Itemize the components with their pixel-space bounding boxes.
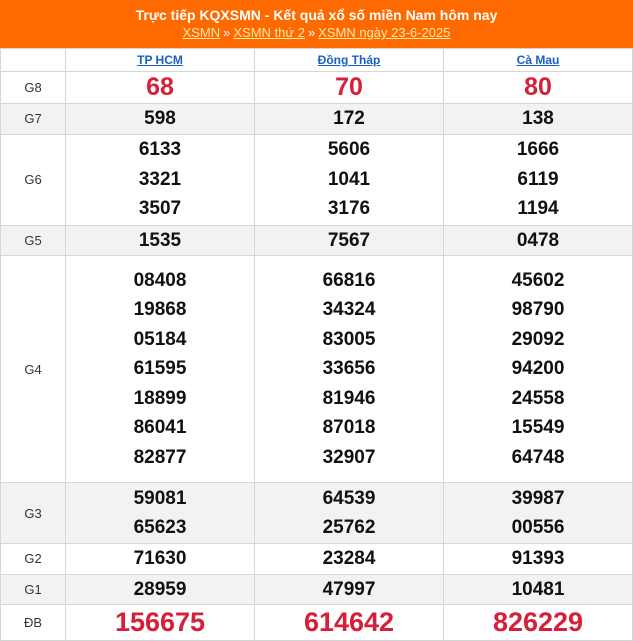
prize-number: 45602 (511, 269, 565, 291)
prize-number: 19868 (133, 299, 187, 321)
prize-cell (255, 134, 444, 225)
prize-number: 71630 (133, 548, 187, 569)
prize-number: 1666 (516, 139, 560, 161)
prize-label: G5 (1, 225, 66, 256)
prize-label: G2 (1, 544, 66, 575)
prize-cell (444, 483, 633, 544)
prize-number: 66816 (322, 269, 376, 291)
prize-number: 94200 (511, 358, 565, 380)
province-header-tp-hcm (66, 49, 255, 72)
prize-cell (66, 544, 255, 575)
prize-cell (444, 72, 633, 104)
prize-number: 33656 (322, 358, 376, 380)
prize-number: 6119 (517, 168, 559, 190)
prize-number: 0478 (516, 229, 560, 251)
prize-number: 00556 (511, 517, 565, 538)
prize-row-g5 (1, 225, 633, 256)
prize-number: 826229 (492, 606, 584, 637)
prize-cell (66, 574, 255, 605)
prize-number: 24558 (511, 387, 565, 409)
prize-number: 5606 (327, 139, 371, 161)
prize-row-g6 (1, 134, 633, 225)
prize-number: 3321 (138, 168, 182, 190)
prize-cell (444, 605, 633, 641)
prize-number: 34324 (322, 299, 376, 321)
prize-number: 87018 (322, 417, 376, 439)
prize-number: 138 (522, 108, 554, 129)
prize-cell (255, 225, 444, 256)
prize-cell (255, 483, 444, 544)
prize-cell (255, 544, 444, 575)
prize-number: 80 (524, 72, 552, 101)
prize-number: 08408 (133, 269, 187, 291)
prize-cell (444, 225, 633, 256)
page-title: Trực tiếp KQXSMN - Kết quả xổ số miền Nam hôm nay (135, 7, 498, 23)
prize-label: G1 (1, 574, 66, 605)
province-link-dong-thap[interactable]: Đồng Tháp (317, 53, 381, 67)
prize-number: 64748 (511, 446, 565, 468)
prize-rows (1, 72, 633, 641)
prize-number: 28959 (133, 578, 187, 600)
province-link-tp-hcm[interactable]: TP HCM (137, 53, 183, 67)
prize-label: G7 (1, 104, 66, 135)
province-header-dong-thap (255, 49, 444, 72)
prize-cell (444, 134, 633, 225)
results-table (0, 48, 633, 641)
prize-number: 98790 (511, 299, 565, 321)
prize-label: G6 (1, 134, 66, 225)
prize-row-g2 (1, 544, 633, 575)
prize-row-db (1, 605, 633, 641)
breadcrumb-separator: » (223, 25, 231, 40)
prize-cell (444, 256, 633, 483)
prize-number: 598 (144, 108, 176, 129)
prize-cell (66, 225, 255, 256)
prize-cell (255, 72, 444, 104)
breadcrumb-xsmn[interactable]: XSMN (182, 25, 221, 40)
prize-cell (66, 72, 255, 104)
prize-number: 18899 (133, 387, 187, 409)
prize-column-header (1, 49, 66, 72)
province-header-ca-mau (444, 49, 633, 72)
prize-number: 65623 (133, 517, 187, 538)
prize-row-g8 (1, 72, 633, 104)
prize-number: 3176 (327, 198, 371, 220)
page-header (0, 0, 633, 48)
prize-cell (255, 104, 444, 135)
prize-cell (444, 574, 633, 605)
prize-number: 64539 (322, 487, 376, 509)
breadcrumb (0, 24, 633, 42)
prize-label: ĐB (1, 605, 66, 641)
prize-number: 86041 (133, 417, 187, 439)
prize-cell (444, 104, 633, 135)
prize-cell (255, 256, 444, 483)
prize-number: 05184 (133, 328, 187, 350)
prize-number: 83005 (322, 328, 376, 350)
prize-number: 59081 (133, 487, 187, 509)
prize-number: 23284 (322, 548, 376, 569)
prize-cell (66, 104, 255, 135)
prize-number: 1194 (517, 198, 559, 220)
breadcrumb-xsmn-date[interactable]: XSMN ngày 23-6-2025 (318, 25, 451, 40)
prize-number: 39987 (511, 487, 565, 509)
prize-cell (66, 483, 255, 544)
prize-row-g1 (1, 574, 633, 605)
prize-number: 6133 (138, 139, 182, 161)
prize-number: 47997 (322, 578, 376, 600)
prize-number: 1535 (138, 229, 182, 251)
breadcrumb-separator: » (307, 25, 316, 40)
breadcrumb-xsmn-thu-2[interactable]: XSMN thứ 2 (233, 25, 305, 40)
prize-label: G8 (1, 72, 66, 104)
prize-number: 10481 (511, 578, 565, 600)
prize-cell (66, 134, 255, 225)
prize-number: 61595 (133, 358, 187, 380)
province-header-row (1, 49, 633, 72)
prize-number: 29092 (511, 328, 565, 350)
prize-cell (444, 544, 633, 575)
prize-number: 614642 (303, 606, 395, 637)
prize-cell (66, 605, 255, 641)
prize-cell (255, 605, 444, 641)
prize-number: 91393 (511, 548, 565, 569)
prize-number: 82877 (133, 446, 187, 468)
prize-number: 32907 (322, 446, 376, 468)
prize-number: 172 (333, 108, 365, 129)
prize-number: 70 (335, 72, 363, 101)
prize-number: 81946 (322, 387, 376, 409)
prize-label: G4 (1, 256, 66, 483)
prize-cell (66, 256, 255, 483)
prize-number: 25762 (322, 517, 376, 538)
prize-number: 15549 (511, 417, 565, 439)
prize-row-g7 (1, 104, 633, 135)
prize-number: 1041 (327, 168, 371, 190)
prize-number: 7567 (327, 229, 371, 251)
prize-cell (255, 574, 444, 605)
prize-row-g3 (1, 483, 633, 544)
prize-number: 156675 (114, 606, 206, 637)
prize-number: 3507 (138, 198, 182, 220)
prize-label: G3 (1, 483, 66, 544)
prize-number: 68 (146, 72, 174, 101)
prize-row-g4 (1, 256, 633, 483)
province-link-ca-mau[interactable]: Cà Mau (516, 53, 560, 67)
